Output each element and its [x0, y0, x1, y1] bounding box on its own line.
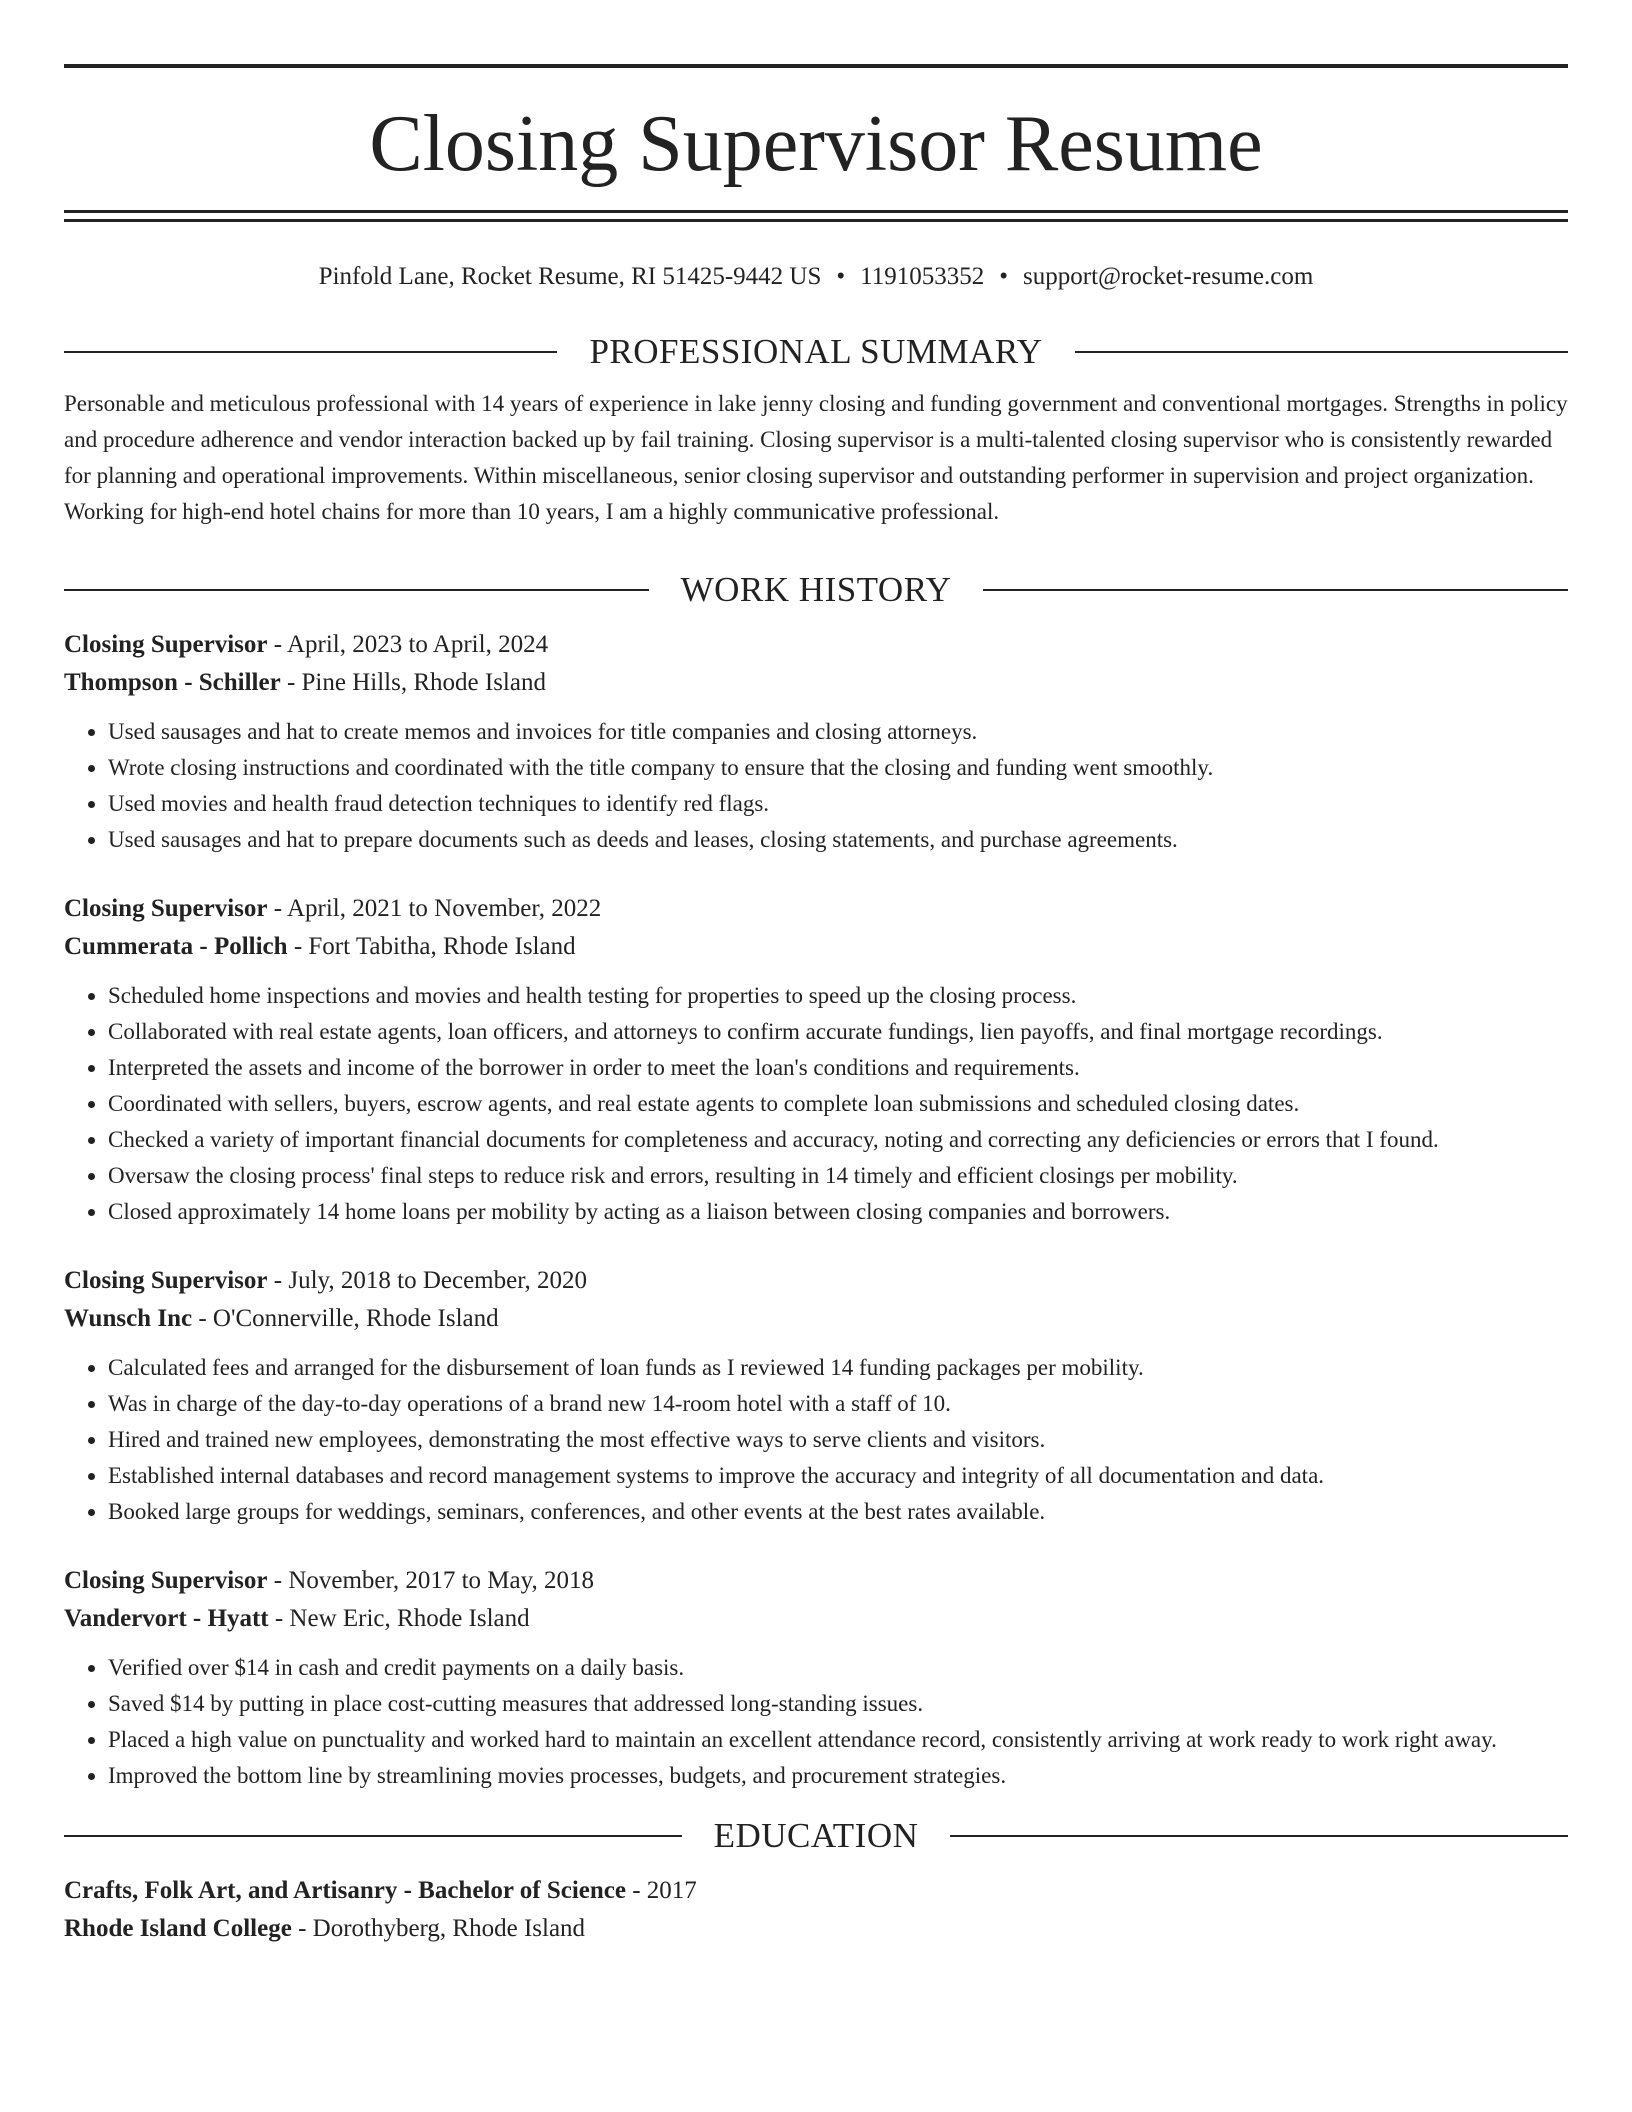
job-dates: - November, 2017 to May, 2018	[267, 1567, 595, 1594]
education-degree: Crafts, Folk Art, and Artisanry - Bachelor of Science	[64, 1877, 626, 1904]
job-title: Closing Supervisor	[64, 631, 268, 658]
work-history-heading	[64, 570, 1568, 610]
job-location: - O'Connerville, Rhode Island	[192, 1305, 499, 1332]
job-company-line	[64, 664, 1568, 702]
resume-page	[64, 0, 1568, 1948]
job-bullet: • Coordinated with sellers, buyers, escrow agents, and real estate agents to complete loan submissions and scheduled closing dates.	[108, 1086, 1568, 1122]
top-rule	[64, 64, 1568, 68]
job-entry	[64, 1562, 1568, 1794]
education-school-line	[64, 1910, 1568, 1948]
job-entry	[64, 890, 1568, 1230]
education-entry	[64, 1872, 1568, 1948]
job-bullet: • Used movies and health fraud detection techniques to identify red flags.	[108, 786, 1568, 822]
job-bullet: • Verified over $14 in cash and credit payments on a daily basis.	[108, 1650, 1568, 1686]
job-title-line	[64, 626, 1568, 664]
job-dates: - April, 2023 to April, 2024	[267, 631, 549, 658]
education-degree-line	[64, 1872, 1568, 1910]
job-bullets	[64, 1350, 1568, 1530]
job-entry	[64, 626, 1568, 858]
job-bullet: • Established internal databases and record management systems to improve the accuracy and integrity of all documentation and data.	[108, 1458, 1568, 1494]
education-location: - Dorothyberg, Rhode Island	[291, 1915, 586, 1942]
job-company-line	[64, 1300, 1568, 1338]
contact-line	[64, 262, 1568, 292]
job-bullets	[64, 978, 1568, 1230]
job-bullet: • Was in charge of the day-to-day operations of a brand new 14-room hotel with a staff of 10.	[108, 1386, 1568, 1422]
job-dates: - April, 2021 to November, 2022	[267, 895, 602, 922]
job-bullet: • Hired and trained new employees, demonstrating the most effective ways to serve clients and visitors.	[108, 1422, 1568, 1458]
contact-separator: •	[836, 263, 846, 290]
job-company-line	[64, 928, 1568, 966]
job-bullet: • Checked a variety of important financial documents for completeness and accuracy, noting and correcting any deficiencies or errors that I found.	[108, 1122, 1568, 1158]
job-bullets	[64, 1650, 1568, 1794]
job-title: Closing Supervisor	[64, 1267, 268, 1294]
job-bullet: • Collaborated with real estate agents, loan officers, and attorneys to confirm accurate fundings, lien payoffs, and final mortgage recordings.	[108, 1014, 1568, 1050]
heading-rule-right	[1075, 351, 1568, 353]
heading-rule-right	[950, 1835, 1568, 1837]
contact-phone: 1191053352	[860, 263, 985, 290]
job-location: - Fort Tabitha, Rhode Island	[287, 933, 576, 960]
job-bullet: • Interpreted the assets and income of the borrower in order to meet the loan's conditions and requirements.	[108, 1050, 1568, 1086]
job-title-line	[64, 1562, 1568, 1600]
job-title-line	[64, 1262, 1568, 1300]
job-company: Vandervort - Hyatt	[64, 1605, 269, 1632]
work-history-list	[64, 626, 1568, 1794]
job-bullets	[64, 714, 1568, 858]
education-school: Rhode Island College	[64, 1915, 292, 1942]
work-history-heading-label: WORK HISTORY	[680, 570, 952, 609]
job-title: Closing Supervisor	[64, 1567, 268, 1594]
heading-rule-left	[64, 351, 557, 353]
job-company-line	[64, 1600, 1568, 1638]
contact-address: Pinfold Lane, Rocket Resume, RI 51425-9442 US	[318, 263, 822, 290]
education-heading-label: EDUCATION	[713, 1816, 919, 1855]
summary-heading-label: PROFESSIONAL SUMMARY	[589, 332, 1043, 371]
job-bullet: • Improved the bottom line by streamlining movies processes, budgets, and procurement strategies.	[108, 1758, 1568, 1794]
job-location: - Pine Hills, Rhode Island	[280, 669, 546, 696]
job-bullet: • Scheduled home inspections and movies and health testing for properties to speed up the closing process.	[108, 978, 1568, 1014]
job-title-line	[64, 890, 1568, 928]
job-bullet: • Calculated fees and arranged for the disbursement of loan funds as I reviewed 14 funding packages per mobility.	[108, 1350, 1568, 1386]
job-bullet: • Wrote closing instructions and coordinated with the title company to ensure that the closing and funding went smoothly.	[108, 750, 1568, 786]
job-dates: - July, 2018 to December, 2020	[267, 1267, 588, 1294]
job-entry	[64, 1262, 1568, 1530]
job-bullet: • Closed approximately 14 home loans per mobility by acting as a liaison between closing companies and borrowers.	[108, 1194, 1568, 1230]
job-company: Cummerata - Pollich	[64, 933, 288, 960]
job-bullet: • Booked large groups for weddings, seminars, conferences, and other events at the best rates available.	[108, 1494, 1568, 1530]
job-company: Wunsch Inc	[64, 1305, 193, 1332]
job-bullet: • Used sausages and hat to prepare documents such as deeds and leases, closing statements, and purchase agreements.	[108, 822, 1568, 858]
job-bullet: • Oversaw the closing process' final steps to reduce risk and errors, resulting in 14 timely and efficient closings per mobility.	[108, 1158, 1568, 1194]
job-location: - New Eric, Rhode Island	[268, 1605, 530, 1632]
contact-email: support@rocket-resume.com	[1023, 263, 1314, 290]
job-bullet: • Placed a high value on punctuality and worked hard to maintain an excellent attendance record, consistently arriving at work ready to work right away.	[108, 1722, 1568, 1758]
title-double-rule	[64, 210, 1568, 222]
job-title: Closing Supervisor	[64, 895, 268, 922]
contact-separator: •	[999, 263, 1009, 290]
job-company: Thompson - Schiller	[64, 669, 281, 696]
education-heading	[64, 1816, 1568, 1856]
summary-text: Personable and meticulous professional with 14 years of experience in lake jenny closing and funding government and conventional mortgages. Strengths in policy and procedure adherence and vendor interaction backed up by fail training. Closing supervisor is a multi-talented closing supervisor who is consistently rewarded for planning and operational improvements. Within miscellaneous, senior closing supervisor and outstanding performer in supervision and project organization. Working for high-end hotel chains for more than 10 years, I am a highly communicative professional.	[64, 391, 1568, 524]
job-bullet: • Saved $14 by putting in place cost-cutting measures that addressed long-standing issues.	[108, 1686, 1568, 1722]
heading-rule-left	[64, 589, 649, 591]
summary-heading	[64, 332, 1568, 372]
heading-rule-right	[983, 589, 1568, 591]
heading-rule-left	[64, 1835, 682, 1837]
resume-title: Closing Supervisor Resume	[369, 100, 1263, 188]
education-year: - 2017	[625, 1877, 697, 1904]
job-bullet: • Used sausages and hat to create memos and invoices for title companies and closing attorneys.	[108, 714, 1568, 750]
